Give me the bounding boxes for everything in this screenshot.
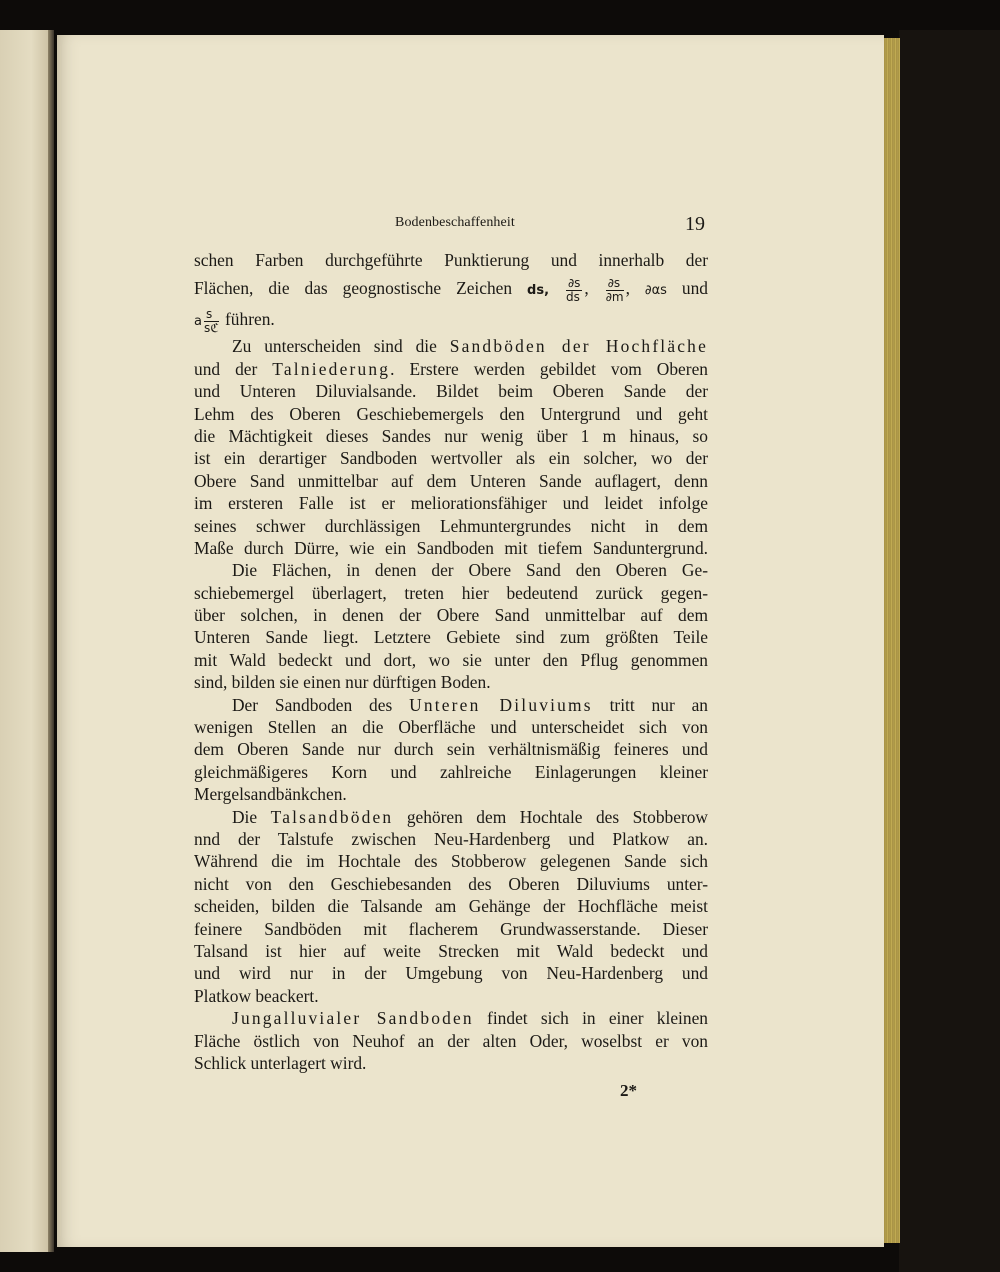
text-line-with-symbols [194,305,708,335]
text-segment: führen. [220,309,275,330]
text-segment: Zu unterscheiden sind die [232,336,450,357]
text-line: Lehm des Oberen Geschiebemergels den Untergrund und geht [194,403,708,424]
text-line: Talsand ist hier auf weite Strecken mit Wald bedeckt und [194,940,708,961]
text-line: und Unteren Diluvialsande. Bildet beim Oberen Sande der [194,381,708,402]
emphasis-term: Talsandböden [270,806,394,827]
emphasis-term: Sandböden der Hochfläche [449,336,708,357]
book-cover-edge [899,30,1000,1272]
body-text [194,249,708,1074]
paragraph-start: Die Flächen, in denen der Obere Sand den Oberen Ge- [232,560,708,581]
text-line: wenigen Stellen an die Oberfläche und unterscheidet sich von [194,717,708,738]
text-line: scheiden, bilden die Talsande am Gehänge der Hochfläche meist [194,896,708,917]
text-line: sind, bilden sie einen nur dürftigen Boden. [194,672,491,693]
text-line: Während die im Hochtale des Stobberow gelegenen Sande sich [194,851,708,872]
paragraph-start [194,694,708,716]
map-symbol: a [194,314,202,330]
text-line: im ersteren Falle ist er meliorationsfähiger und leidet infolge [194,493,708,514]
text-segment: und [666,278,708,299]
fraction-numerator: ∂s [567,275,581,290]
book-page [57,35,884,1247]
text-segment: findet sich in einer kleinen [473,1008,708,1029]
map-symbol: ∂αs [644,283,667,299]
text-segment: Flächen, die das geognostische Zeichen [194,278,528,299]
text-segment: Die [232,806,271,827]
map-symbol-fraction [204,308,219,335]
gilt-page-edges [882,38,900,1243]
paragraph-start [194,806,708,828]
text-segment: tritt nur an [592,694,708,715]
text-line: Mergelsandbänkchen. [194,784,347,805]
emphasis-term: Talniederung [272,358,391,379]
text-segment: und der [194,358,273,379]
emphasis-term: Unteren Diluviums [409,694,593,715]
paragraph-start [194,1007,708,1029]
text-line: schen Farben durchgeführte Punktierung und innerhalb der [194,250,708,270]
map-symbol: ds, [527,283,550,299]
text-line: mit Wald bedeckt und dort, wo sie unter den Pflug genommen [194,649,708,670]
text-line: nnd der Talstufe zwischen Neu-Hardenberg und Platkow an. [194,828,708,849]
text-line: seines schwer durchlässigen Lehmuntergrundes nicht in dem [194,515,708,536]
text-line: Obere Sand unmittelbar auf dem Unteren Sande auflagert, denn [194,470,708,491]
fraction-denominator: sℭ [203,320,219,335]
map-symbol-fraction [606,277,624,304]
text-line: dem Oberen Sande nur durch sein verhältnismäßig feineres und [194,739,708,760]
text-line: Platkow beackert. [194,985,319,1006]
text-line: schiebemergel überlagert, treten hier bedeutend zurück gegen- [194,582,708,603]
fraction-numerator: s [204,308,219,322]
text-line: Fläche östlich von Neuhof an der alten Oder, woselbst er von [194,1030,708,1051]
fraction-denominator: ds [565,289,580,304]
paragraph-start [194,335,708,357]
text-segment: gehören dem Hochtale des Stobberow [393,806,708,827]
text-line: gleichmäßigeres Korn und zahlreiche Einlagerungen kleiner [194,761,708,782]
text-line: nicht von den Geschiebesanden des Oberen Diluviums unter- [194,873,708,894]
running-head: Bodenbeschaffenheit [395,215,515,230]
text-line [194,358,708,380]
text-line-with-symbols: Flächen, die das geognostische Zeichen ds, $\frac{\partial s}{ds}$ , $\frac{\partial s}{\partial m}$ , ∂αs und [194,275,708,304]
left-page-edge [0,30,52,1252]
fraction-denominator: ∂m [605,289,624,304]
text-segment: . Erstere werden gebildet vom Oberen [390,358,708,379]
text-segment: Der Sandboden des [232,694,410,715]
text-line: feinere Sandböden mit flacherem Grundwasserstande. Dieser [194,918,708,939]
text-line: Maße durch Dürre, wie ein Sandboden mit tiefem Sanduntergrund. [194,537,708,558]
emphasis-term: Jungalluvialer Sandboden [232,1008,474,1029]
text-line: Schlick unterlagert wird. [194,1052,367,1073]
page-header [57,213,884,243]
signature-mark: 2* [620,1081,637,1100]
page-number: 19 [685,213,705,235]
text-line: und wird nur in der Umgebung von Neu-Hardenberg und [194,963,708,984]
map-symbol-fraction [566,277,582,304]
gutter-shadow [48,30,54,1252]
text-line: Unteren Sande liegt. Letztere Gebiete sind zum größten Teile [194,627,708,648]
text-line: ist ein derartiger Sandboden wertvoller als ein solcher, wo der [194,448,708,469]
text-line: die Mächtigkeit dieses Sandes nur wenig über 1 m hinaus, so [194,425,708,446]
text-line: über solchen, in denen der Obere Sand unmittelbar auf dem [194,605,708,626]
fraction-numerator: ∂s [606,277,624,291]
